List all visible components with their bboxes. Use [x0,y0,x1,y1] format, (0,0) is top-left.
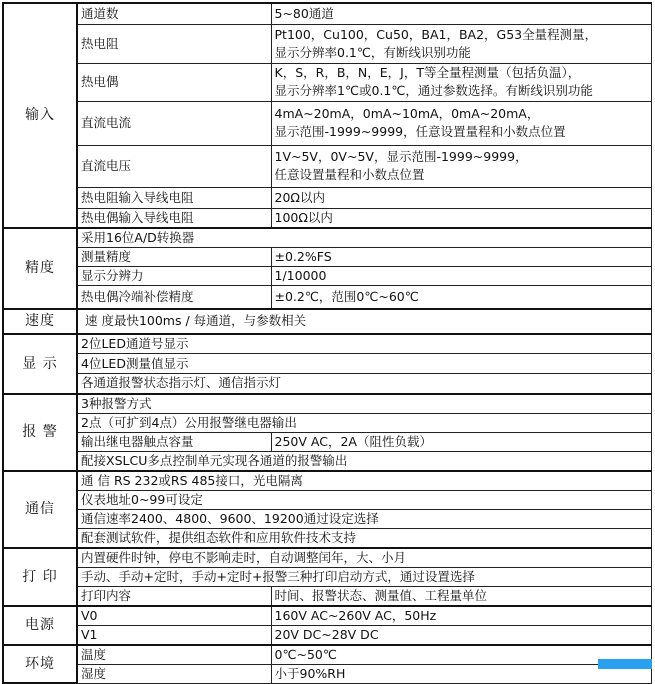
spec-value [271,606,652,626]
spec-label: 测量精度 [77,248,271,267]
spec-value [271,187,652,208]
spec-label: 温度 [77,645,271,665]
blue-corner-element [598,659,652,669]
spec-text: 2点（可扩到4点）公用报警继电器输出 [77,413,652,432]
section-title: 电源 [3,606,77,645]
table-row [3,664,652,683]
spec-value-line: 显示分辨率1℃或0.1℃，通过参数选择。有断线识别功能 [274,83,593,98]
spec-value-line: 0℃~50℃ [274,646,337,662]
spec-label: 湿度 [77,664,271,683]
spec-value-line: 1V~5V，0V~5V，显示范围-1999~9999， [274,149,528,164]
table-row [3,586,652,606]
spec-text: 各通道报警状态指示灯、通信指示灯 [77,374,652,394]
spec-value [271,432,652,451]
table-row [3,354,652,374]
section-title: 环境 [3,645,77,684]
table-row [3,63,652,101]
spec-value-line: ±0.2%FS [274,249,332,264]
table-row [3,606,652,626]
spec-label: 直流电压 [77,145,271,187]
table-row [3,451,652,471]
table-row [3,548,652,568]
spec-value-line: Pt100，Cu100，Cu50，BA1，BA2，G53全量程测量， [274,26,598,42]
spec-value [271,645,652,665]
section-title: 报 警 [3,394,77,471]
spec-value [271,248,652,267]
section-title: 打 印 [3,548,77,606]
spec-label: 热电阻 [77,24,271,63]
spec-value-line: 小于90%RH [274,665,346,681]
spec-value-line: 时间、报警状态、测量值、工程量单位 [274,587,488,603]
spec-value-line: 1/10000 [274,268,327,283]
spec-value [271,586,652,606]
spec-text: 配接XSLCU多点控制单元实现各通道的报警输出 [77,451,652,471]
section-title: 速度 [3,309,77,334]
spec-text: 2位LED通道号显示 [77,334,652,354]
spec-value-line: 20Ω以内 [274,189,325,205]
spec-value [271,664,652,683]
spec-value-line: ±0.2℃，范围0℃~60℃ [274,288,419,304]
spec-value-line: 任意设置量程和小数点位置 [274,167,425,182]
spec-table [2,2,652,684]
spec-text: 采用16位A/D转换器 [77,228,652,248]
table-row [3,334,652,354]
table-row [3,145,652,187]
table-row [3,208,652,228]
table-row [3,490,652,509]
table-row [3,413,652,432]
table-row [3,432,652,451]
table-row [3,394,652,414]
spec-label: V0 [77,606,271,626]
table-row [3,267,652,286]
spec-value-line: 160V AC~260V AC，50Hz [274,607,437,623]
spec-label: 热电偶输入导线电阻 [77,208,271,228]
spec-value-line: 显示范围-1999~9999，任意设置量程和小数点位置 [274,124,566,139]
table-row [3,528,652,548]
table-row [3,248,652,267]
table-row [3,286,652,309]
spec-value [271,63,652,101]
spec-value-line: 250V AC，2A（阻性负载） [274,433,432,449]
spec-text: 手动、手动+定时，手动+定时+报警三种打印启动方式，通过设置选择 [77,567,652,586]
spec-label: 输出继电器触点容量 [77,432,271,451]
table-row [3,101,652,145]
spec-value [271,267,652,286]
spec-value [271,3,652,24]
section-title: 显 示 [3,334,77,394]
spec-text: 通信速率2400、4800、9600、19200通过设定选择 [77,509,652,528]
section-title: 通信 [3,471,77,548]
spec-value-line: 显示分辨率0.1℃，有断线识别功能 [274,44,471,60]
table-row [3,509,652,528]
table-row [3,309,652,334]
spec-label: 打印内容 [77,586,271,606]
spec-text: 4位LED测量值显示 [77,354,652,374]
spec-label: 显示分辨力 [77,267,271,286]
table-row [3,625,652,645]
spec-value-line: 5~80通道 [274,5,334,21]
spec-value [271,101,652,145]
spec-text: 内置硬件时钟，停电不影响走时，自动调整闰年，大、小月 [77,548,652,568]
table-row [3,471,652,491]
spec-value [271,625,652,645]
spec-label: 通道数 [77,3,271,24]
table-row [3,645,652,665]
section-title: 输入 [3,3,77,228]
spec-value-line: 20V DC~28V DC [274,626,379,642]
spec-text: 3种报警方式 [77,394,652,414]
spec-text: 速 度最快100ms / 每通道，与参数相关 [77,309,652,334]
section-title: 精度 [3,228,77,309]
spec-label: 热电偶冷端补偿精度 [77,286,271,309]
spec-value [271,145,652,187]
spec-value [271,286,652,309]
spec-value-line: 100Ω以内 [274,209,333,225]
spec-label: 热电阻输入导线电阻 [77,187,271,208]
spec-value-line: K，S，R，B，N，E，J，T等全量程测量（包括负温）， [274,65,581,80]
table-row [3,3,652,24]
table-row [3,187,652,208]
spec-text: 配套测试软件，提供组态软件和应用软件技术支持 [77,528,652,548]
spec-label: V1 [77,625,271,645]
spec-value [271,208,652,228]
table-row [3,228,652,248]
spec-value [271,24,652,63]
spec-label: 直流电流 [77,101,271,145]
spec-label: 热电偶 [77,63,271,101]
table-row [3,24,652,63]
table-row [3,374,652,394]
spec-text: 通 信 RS 232或RS 485接口，光电隔离 [77,471,652,491]
spec-text: 仪表地址0~99可设定 [77,490,652,509]
spec-value-line: 4mA~20mA，0mA~10mA，0mA~20mA， [274,106,540,121]
table-row [3,567,652,586]
